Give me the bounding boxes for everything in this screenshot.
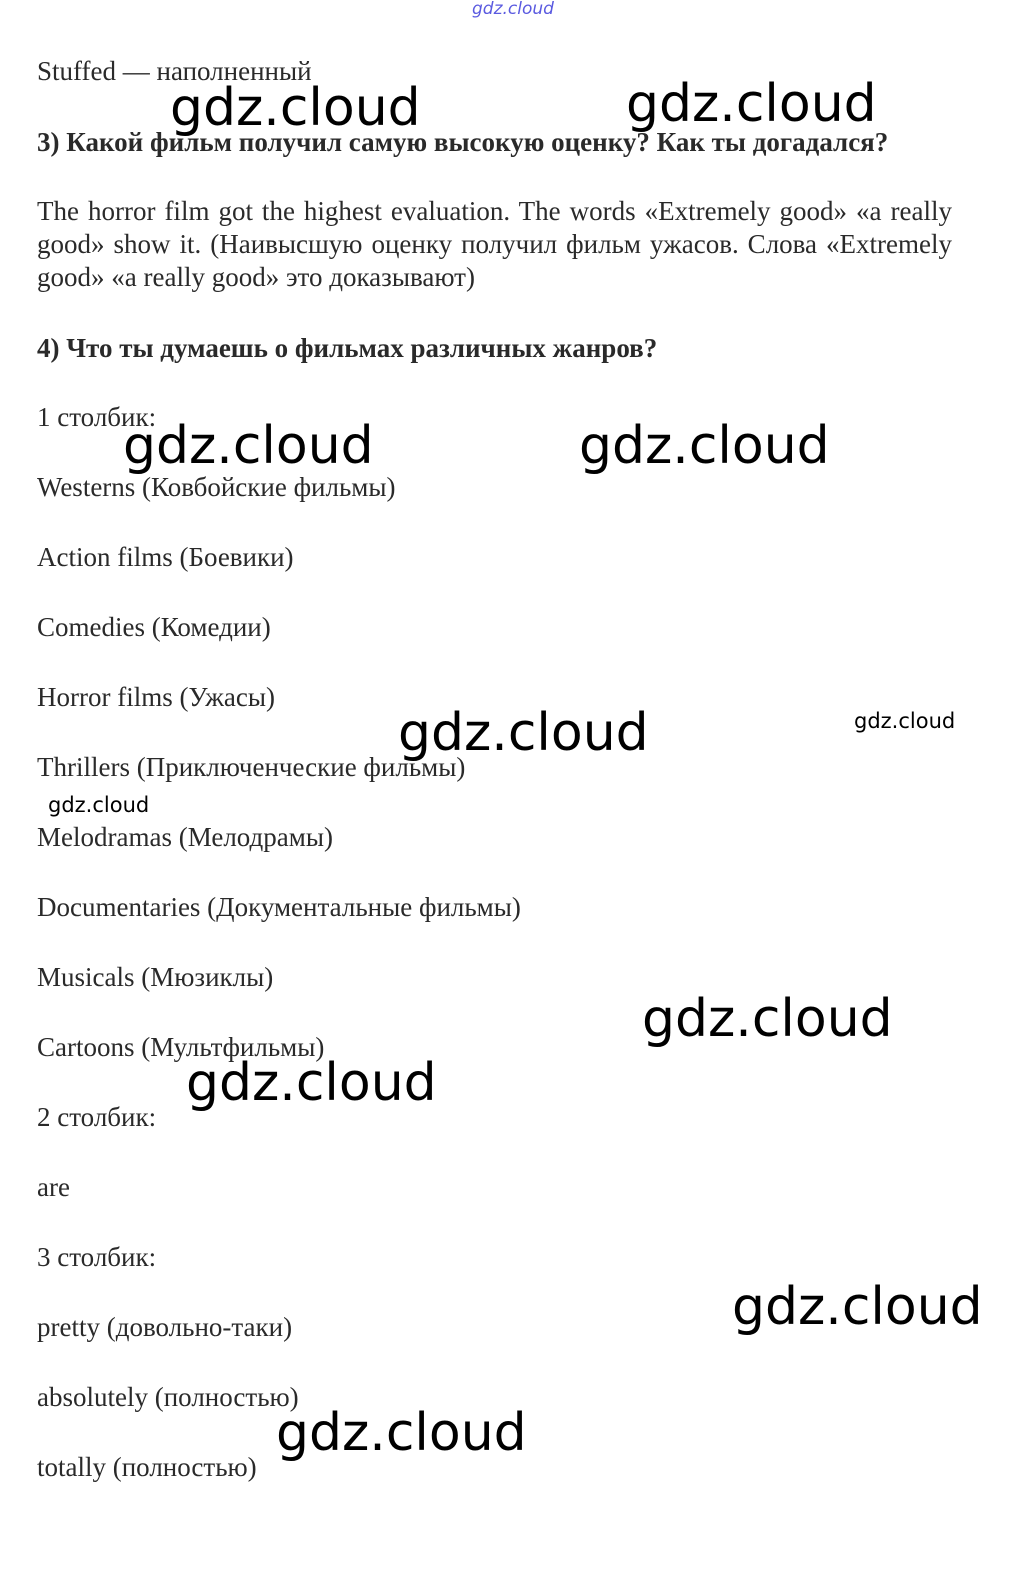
question-4: 4) Что ты думаешь о фильмах различных жанров? [37,333,658,363]
list-item: totally (полностью) [37,1452,257,1482]
list-item: Melodramas (Мелодрамы) [37,822,333,852]
watermark: gdz.cloud [626,74,877,134]
watermark: gdz.cloud [186,1053,437,1113]
column-2-label: 2 столбик: [37,1102,157,1132]
column-1-label: 1 столбик: [37,402,157,432]
watermark: gdz.cloud [854,709,956,733]
list-item: Comedies (Комедии) [37,612,271,642]
watermark: gdz.cloud [48,793,150,817]
watermark: gdz.cloud [123,416,374,476]
watermark: gdz.cloud [398,703,649,763]
list-item: Cartoons (Мультфильмы) [37,1032,325,1062]
stuffed-line: Stuffed — наполненный [37,56,312,86]
list-item: pretty (довольно-таки) [37,1312,293,1342]
watermark: gdz.cloud [170,78,421,138]
watermark: gdz.cloud [642,989,893,1049]
list-item: Westerns (Ковбойские фильмы) [37,472,396,502]
list-item: Musicals (Мюзиклы) [37,962,274,992]
answer-3: The horror film got the highest evaluation. The words «Extremely good» «a really good» show it. (Наивысшую оценку получил фильм ужасов. Слова «Extremely good» «a really good» это доказывают) [37,196,952,292]
watermark: gdz.cloud [732,1277,983,1337]
list-item: absolutely (полностью) [37,1382,299,1412]
list-item: Thrillers (Приключенческие фильмы) [37,752,466,782]
list-item: Action films (Боевики) [37,542,294,572]
list-item: Documentaries (Документальные фильмы) [37,892,521,922]
column-3-label: 3 столбик: [37,1242,157,1272]
watermark: gdz.cloud [276,1403,527,1463]
watermark: gdz.cloud [579,416,830,476]
list-item: are [37,1172,70,1202]
header-watermark: gdz.cloud [472,0,554,19]
list-item: Horror films (Ужасы) [37,682,275,712]
question-3: 3) Какой фильм получил самую высокую оценку? Как ты догадался? [37,127,889,157]
